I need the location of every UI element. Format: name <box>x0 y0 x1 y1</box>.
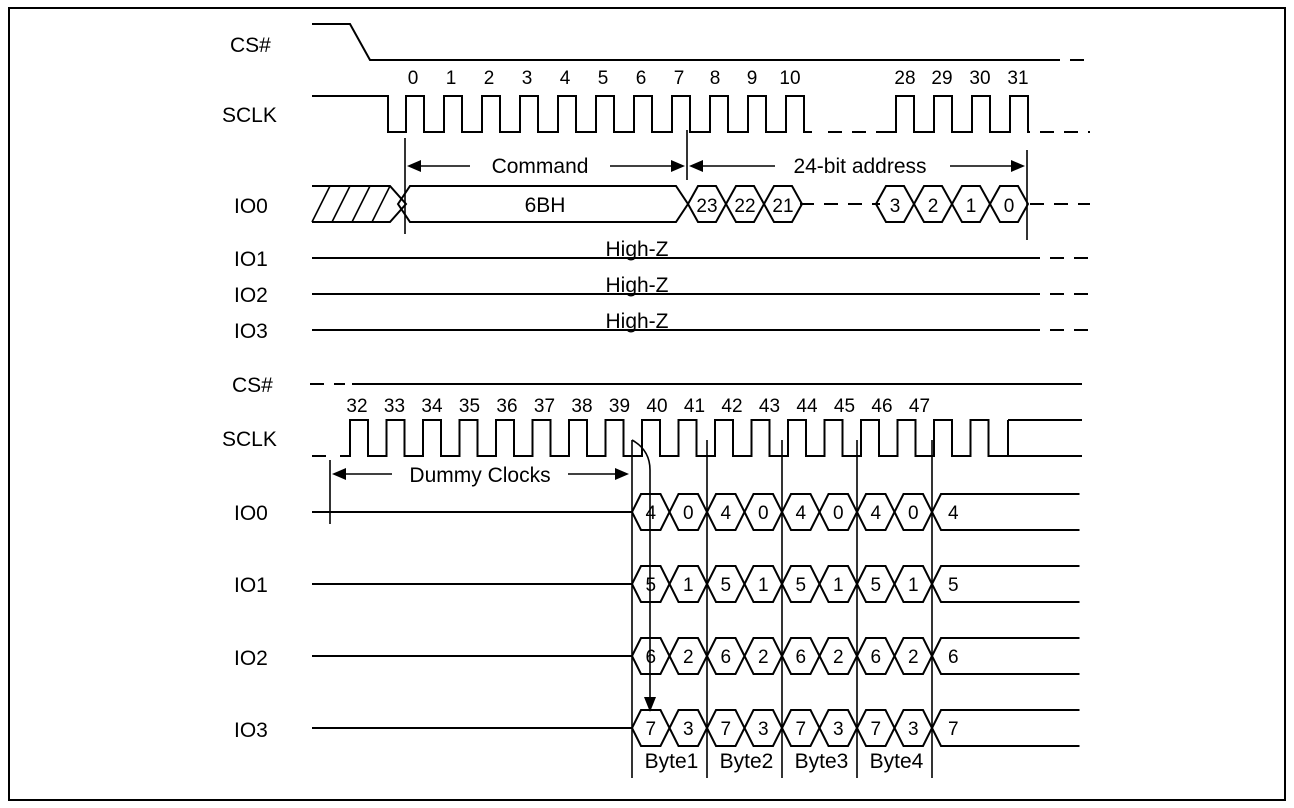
data-bit-label: 4 <box>948 503 959 524</box>
byte-label: Byte1 <box>644 750 699 773</box>
data-bit-label: 1 <box>682 575 694 596</box>
data-bit-label: 4 <box>645 503 657 524</box>
sclk-top-segment-1 <box>312 96 812 132</box>
label-io0-bottom: IO0 <box>234 502 268 525</box>
label-cs-bottom: CS# <box>232 374 273 397</box>
opcode-label: 6BH <box>524 194 566 217</box>
clock-number-bottom: 37 <box>533 396 556 417</box>
label-cs-top: CS# <box>230 34 271 57</box>
clock-number-bottom: 33 <box>383 396 406 417</box>
label-io0-top: IO0 <box>234 195 268 218</box>
clock-number-bottom: 32 <box>346 396 368 417</box>
data-bit-label: 7 <box>795 719 807 740</box>
data-bit-label: 6 <box>795 647 807 668</box>
label-sclk-top: SCLK <box>222 104 277 127</box>
label-io1-bottom: IO1 <box>234 574 268 597</box>
clock-number-bottom: 46 <box>871 396 893 417</box>
label-sclk-bottom: SCLK <box>222 428 277 451</box>
data-bit-label: 5 <box>795 575 807 596</box>
clock-number-top: 29 <box>931 68 953 89</box>
high-z-io2: High-Z <box>605 274 669 297</box>
data-bit-label: 5 <box>720 575 732 596</box>
clock-number-bottom: 35 <box>458 396 481 417</box>
cs-waveform-top <box>312 24 1090 60</box>
data-bit-label: 3 <box>907 719 919 740</box>
clock-number-bottom: 40 <box>646 396 668 417</box>
data-bit-label: 2 <box>757 647 769 668</box>
clock-numbers-bottom <box>346 396 930 417</box>
clock-number-bottom: 38 <box>571 396 593 417</box>
high-z-io3: High-Z <box>605 310 669 333</box>
data-bit-label: 7 <box>720 719 732 740</box>
data-bit-label: 4 <box>795 503 807 524</box>
clock-number-top: 3 <box>521 68 533 89</box>
label-io3-top: IO3 <box>234 320 268 343</box>
data-bit-label: 3 <box>757 719 769 740</box>
data-bit-label: 6 <box>870 647 882 668</box>
clock-number-top: 5 <box>597 68 609 89</box>
address-bit-label: 1 <box>965 196 977 217</box>
address-bit-label: 2 <box>927 196 939 217</box>
data-bit-label: 2 <box>907 647 919 668</box>
data-bit-label: 5 <box>948 575 959 596</box>
data-bit-label: 2 <box>682 647 694 668</box>
data-bit-label: 1 <box>757 575 769 596</box>
data-bit-label: 3 <box>682 719 694 740</box>
clock-number-bottom: 39 <box>608 396 631 417</box>
data-bit-label: 4 <box>870 503 882 524</box>
address-bit-label: 22 <box>734 196 756 217</box>
high-z-io1: High-Z <box>605 238 669 261</box>
data-bit-label: 0 <box>907 503 919 524</box>
label-io2-top: IO2 <box>234 284 268 307</box>
data-bit-label: 3 <box>832 719 844 740</box>
clock-number-bottom: 47 <box>908 396 931 417</box>
clock-number-top: 6 <box>635 68 647 89</box>
data-bit-label: 7 <box>870 719 882 740</box>
command-label: Command <box>491 155 589 178</box>
data-bit-label: 5 <box>645 575 657 596</box>
data-bit-label: 4 <box>720 503 732 524</box>
clock-number-top: 10 <box>779 68 801 89</box>
clock-number-top: 30 <box>969 68 991 89</box>
dummy-clocks-label: Dummy Clocks <box>409 464 551 487</box>
data-bit-label: 6 <box>720 647 732 668</box>
address-bit-label: 21 <box>772 196 794 217</box>
data-bit-label: 2 <box>832 647 844 668</box>
clock-number-top: 0 <box>407 68 419 89</box>
high-z-lines <box>312 258 1090 330</box>
address-bit-label: 0 <box>1003 196 1015 217</box>
data-bit-label: 7 <box>645 719 657 740</box>
data-bit-label: 7 <box>948 719 959 740</box>
address-bit-label: 23 <box>696 196 718 217</box>
clock-number-bottom: 41 <box>683 396 706 417</box>
clock-number-top: 9 <box>746 68 758 89</box>
data-bit-label: 5 <box>870 575 882 596</box>
address-label: 24-bit address <box>793 155 927 178</box>
label-io3-bottom: IO3 <box>234 719 268 742</box>
sclk-bottom-wave <box>340 420 1010 456</box>
clock-number-bottom: 44 <box>796 396 818 417</box>
bottom-io-waveforms <box>312 494 1080 746</box>
clock-number-bottom: 43 <box>758 396 781 417</box>
data-bit-label: 6 <box>645 647 657 668</box>
clock-number-top: 8 <box>709 68 721 89</box>
clock-number-top: 4 <box>559 68 571 89</box>
clock-number-top: 7 <box>673 68 685 89</box>
label-io2-bottom: IO2 <box>234 647 268 670</box>
data-bit-label: 1 <box>832 575 844 596</box>
byte-label: Byte4 <box>869 750 924 773</box>
data-bit-label: 0 <box>682 503 694 524</box>
clock-number-top: 28 <box>894 68 916 89</box>
clock-number-top: 31 <box>1007 68 1029 89</box>
data-bit-label: 0 <box>757 503 769 524</box>
clock-number-bottom: 42 <box>721 396 743 417</box>
label-io1-top: IO1 <box>234 248 268 271</box>
sclk-waveform-top <box>312 96 1090 132</box>
data-bit-label: 1 <box>907 575 919 596</box>
byte-label: Byte2 <box>719 750 774 773</box>
byte-groups <box>632 440 932 778</box>
data-bit-label: 0 <box>832 503 844 524</box>
sclk-top-segment-2 <box>880 96 1030 132</box>
io0-waveform-top <box>312 186 688 222</box>
clock-number-bottom: 36 <box>496 396 518 417</box>
clock-number-bottom: 45 <box>833 396 856 417</box>
byte-label: Byte3 <box>794 750 849 773</box>
data-bit-label: 6 <box>948 647 959 668</box>
clock-number-bottom: 34 <box>421 396 443 417</box>
sclk-waveform-bottom <box>312 420 1082 456</box>
clock-numbers-top <box>408 68 1029 89</box>
clock-number-top: 1 <box>445 68 457 89</box>
address-bit-label: 3 <box>889 196 901 217</box>
clock-number-top: 2 <box>483 68 495 89</box>
